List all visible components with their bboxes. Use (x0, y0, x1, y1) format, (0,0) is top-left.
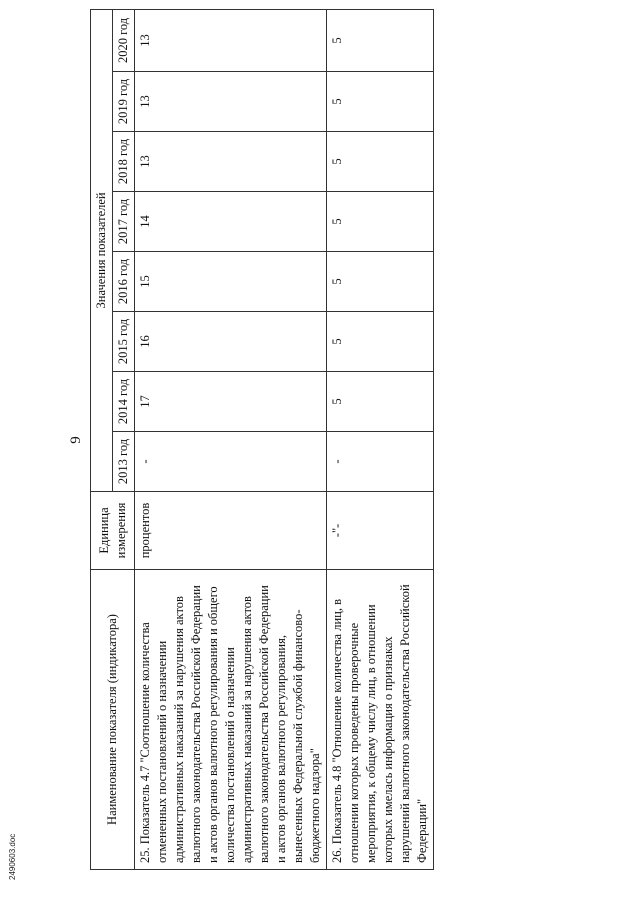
header-year: 2013 год (113, 432, 135, 492)
indicator-name: 26. Показатель 4.8 "Отношение количества лиц, в отношении которых проведены проверочные мероприятия, к общему числу лиц, в отношении которых имелась информация о признаках нарушений валютного законодательства Российской Федерации" (327, 570, 434, 870)
header-indicator-name: Наименование показателя (индикатора) (91, 570, 135, 870)
rotated-page (60, 0, 620, 880)
header-values-group: Значения показателей (91, 9, 113, 491)
indicator-value: - (135, 432, 327, 492)
header-year: 2014 год (113, 372, 135, 432)
indicator-value: 5 (327, 9, 434, 71)
indicator-value: 5 (327, 312, 434, 372)
indicator-value: 5 (327, 372, 434, 432)
indicator-value: 13 (135, 9, 327, 71)
header-year: 2017 год (113, 192, 135, 252)
document-file-code: 2490603.doc (8, 833, 17, 880)
indicator-value: 17 (135, 372, 327, 432)
header-year: 2018 год (113, 132, 135, 192)
indicator-value: 5 (327, 132, 434, 192)
indicator-value: 15 (135, 252, 327, 312)
indicator-unit: процентов (135, 492, 327, 570)
indicator-value: 5 (327, 72, 434, 132)
indicator-value: 13 (135, 72, 327, 132)
header-year: 2020 год (113, 9, 135, 71)
indicator-value: 13 (135, 132, 327, 192)
indicator-value: 16 (135, 312, 327, 372)
table-row (135, 9, 327, 869)
page-number: 9 (68, 436, 84, 444)
indicator-value: 14 (135, 192, 327, 252)
header-year: 2016 год (113, 252, 135, 312)
indicator-value: - (327, 432, 434, 492)
indicator-unit: -"- (327, 492, 434, 570)
indicator-value: 5 (327, 192, 434, 252)
indicator-value: 5 (327, 252, 434, 312)
header-year: 2015 год (113, 312, 135, 372)
header-unit: Единица измерения (91, 492, 135, 570)
indicator-name: 25. Показатель 4.7 "Соотношение количества отмененных постановлений о назначении административных наказаний за нарушения актов валютного законодательства Российской Федерации и актов органов валютного регулирования и общего количества постановлений о назначении административных наказаний за нарушения актов валютного законодательства Российской Федерации и актов органов валютного регулирования, вынесенных Федеральной службой финансово-бюджетного надзора" (135, 570, 327, 870)
table-header-row (91, 9, 113, 869)
indicators-table (90, 9, 434, 870)
table-row (327, 9, 434, 869)
header-year: 2019 год (113, 72, 135, 132)
